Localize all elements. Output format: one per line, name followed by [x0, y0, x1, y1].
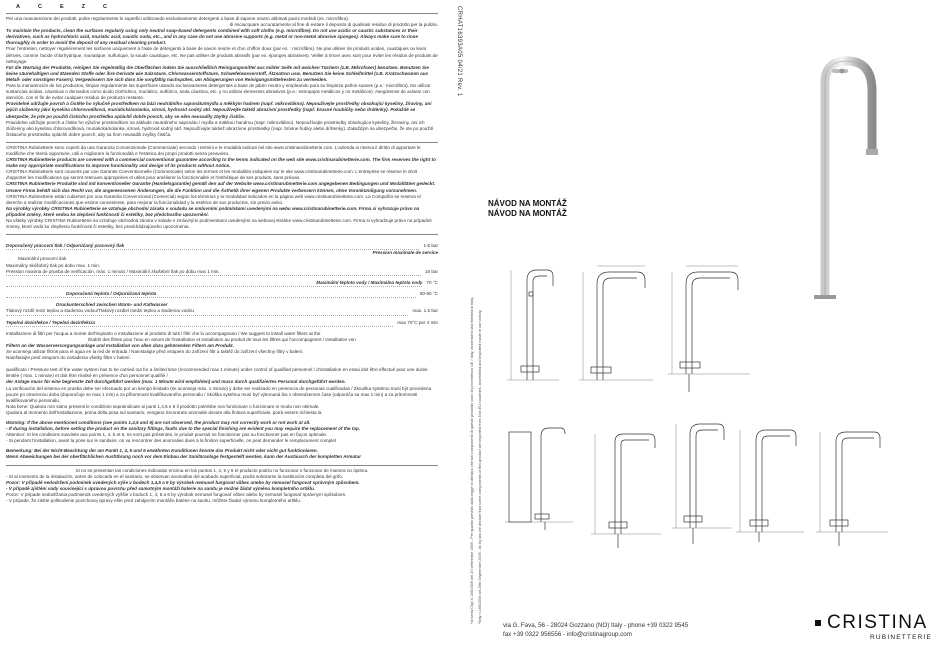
- max-test-value: 16 bar: [424, 268, 438, 274]
- logo-square-icon: [815, 620, 821, 626]
- technical-specs: [6, 243, 438, 327]
- de-line: Bemerkung: Bei der Nicht-Beachtung der am Punkt 1, 4, 5 und 6 erwähnten Konditionen könnte das Produkt nicht oder nicht gut funktionieren.: [6, 448, 318, 454]
- diff-label: Tlakový rozdíl mezi teplou a studenou vodou/Tlakový rozdiel medzi teplou a studenou vodou: [6, 308, 408, 315]
- care-de: Für die Wartung der Produkte, reinigen Sie regelmäßig die Oberflächen indem Sie ausschließlich Reinigungsmittel aus milder Seife mit weichen Tüchern (z.B. Mikrofaser) benutzen. Benutzen Sie keine säurehaltigen und ätzenden Stoffe oder ihre Derivate wie Salzsäure, Chlorwasserstoffsäure, Schwefelwasserstoff, Ätznatron usw. Benutzen Sie keine Schleifmittel (z.B. Kratzschwamm aus Metall- oder sonstigen Fasern). Vergewissern Sie sich dass Sie sorgfältig nachspülen, um Ablagerungen von Reinigungsmittelresten zu vermeiden.: [6, 64, 429, 82]
- tech-drawing-4: [505, 412, 575, 532]
- max-pressure-sk: Maximálny skúšobný tlak po dobu max. 1 min.: [6, 262, 100, 268]
- lang-header: C: [37, 4, 42, 10]
- care-it-2: di risciacquare accuratamente al fine di evitare il deposito di qualsiasi residuo di prodotto per la pulizia.: [229, 22, 438, 28]
- install-line: Filtern an der Wasserversorgungsanlage und Installation von allen dazu gehörenden Filtern am Produkt.: [6, 342, 234, 348]
- contact-line: fax +39 0322 956556 - info@cristinagroup.com: [503, 630, 632, 638]
- warranty-es: CRISTINA Rubinetterie están cubiertos por una Garantía Convencional (Comercial) según los términos y la modalidad indicados en la página web www.cristinarubinetterie.com. La Compañía se reserva el derecho a realizar modificaciones que estime conveniente, para mejorar la funcionalidad y la estética de sus productos, sin previo aviso.: [6, 193, 421, 205]
- brand-subtitle: RUBINETTERIE: [870, 634, 933, 641]
- working-pressure-label: Doporučený pracovní tlak / Odporúčaný pracovný tlak: [6, 243, 419, 250]
- warranty-text: [6, 145, 438, 230]
- disinfection-value: max 70°C per 4 min: [397, 319, 438, 325]
- de-notes: [6, 448, 438, 460]
- install-line: Nainštalujte pred vstupom do zariadenia všetky filtre v balení.: [6, 355, 131, 361]
- care-fr: Pour l'entretien, nettoyer régulièrement les surfaces uniquement à l'aide de détergents à base de savon neutre et d'un chiffon doux (par ex. : microfibre). Ne pas utiliser de produits acides, caustiques ou leurs dérivés, comme l'acide chlorhydrique, muriatique, sulfurique, la soude caustique, etc. Ne pas utiliser de produits abrasifs (par ex. éponges abrasives). Veiller à rincer avec soin pour éviter les résidus de produits de nettoyage.: [6, 46, 438, 64]
- address-line: via G. Fava, 56 - 28024 Gozzano (NO) Italy - phone +39 0322 9545: [503, 622, 689, 629]
- lang-header: E: [59, 4, 64, 10]
- lang-header: C: [103, 4, 107, 10]
- origin-note-1: *ai sensi Dlgs n.166/2009 del 25 settembre 2009 - Per quanto previsto dalla legge si dichiara che tali componenti di questo prodotto sono di provenienza UE / Italy, assembled and finished in Italy.: [470, 296, 474, 624]
- tech-drawing-3: [664, 262, 754, 397]
- note-line: der Anlage muss für eine begrenzte Zeit durchgeführt werden (max. 1 Minute wird empfohlen) und muss durch qualifiziertes Personal durchgeführt werden.: [6, 379, 346, 385]
- warranty-cs: Na výrobky výrobky CRISTINA Rubinetterie se vztahuje obchodní záruka v souladu se smluvními podmínkami uvedenými na webu www.cristinarubinetterie.com. Firma si vyhrazuje právo na případné změny, které vedou ke zlepšení funkčnosti či estetiky, bez předchozího upozornění.: [6, 205, 420, 217]
- company-address: [503, 622, 688, 639]
- max-temp-value: 70 °C: [426, 279, 438, 285]
- brand-logo: [815, 612, 932, 641]
- warranty-it: CRISTINA Rubinetterie sono coperti da una Garanzia Convenzionale (Commerciale) secondo i termini e le modalità indicati nel sito www.cristinarubinetterie.com. L'azienda si riserva il diritto di apportare le modifiche che riterrà opportune, utili a migliorare la funzionalità e l'estetica dei propri prodotti senza preavviso.: [6, 144, 421, 156]
- filter-installation: [6, 331, 438, 361]
- diff-label-de: Druckunterschied zwischen Warm- und Kaltwasser: [56, 302, 168, 308]
- care-cs: Pravidelné udržujte povrch a čistěte ho výlučně prostředkem na bázi neutrálního saponátu/mýdla a měkkým hadrem (např. mikrovlákno). Nepoužívejte prostředky obsahující kyseliny, žíraviny, ani jejich složeniny jako kyselina chlorovodíková, muriatická/solanka, sírová, hydroxid sodný atd. Nepoužívejte taktéž abrazivní prostředky (např. brusné houbičky nebo drátěnky). Pokaždé se ubezpečte, že jste po použití čisticího prostředku opláchli dobře povrch, aby se něm neusadily zbytky čističe.: [6, 101, 432, 119]
- language-headers: [16, 4, 438, 11]
- brand-name: CRISTINA: [827, 612, 928, 633]
- lang-header: A: [16, 4, 20, 10]
- logo-wordmark: [815, 612, 932, 634]
- tech-drawing-8: [812, 420, 892, 550]
- tech-drawing-7: [732, 420, 807, 545]
- care-instructions: [6, 16, 438, 138]
- es-line: - Si al momento de la instalación, antes de colocarla en el sanitario, se observan anomalías del acabado superficial, podrá solicitarse la sustitución completa del grifo.: [6, 473, 344, 479]
- rec-temp-value: 50-60 °C: [419, 291, 438, 297]
- faucet-illustration: [780, 55, 890, 305]
- sk-line: Pozor: V prípade nedodržania podmienok uvedených vyššie v bodoch 1, 4, 5 a 6 by výrobok nemusel fungovať vôbec alebo by nemusel fungovať správnym spôsobom.: [6, 491, 347, 497]
- warning-notes: [6, 420, 438, 444]
- pressure-test-notes: [6, 367, 438, 416]
- care-en: To maintain the products, clean the surfaces regularly using only neutral soap-based detergents combined with soft cloths (e.g. microfibre). Do not use acidic or caustic substances or their derivatives, such as hydrochloric acid, muriatic acid, caustic soda, etc., and in any case do not use abrasive supports (e.g. metal or non-metal abrasive sponges). Always make sure to rinse thoroughly in order to avoid the deposit of any residual cleaning product.: [6, 28, 418, 46]
- diff-value: max. 1,5 bar: [412, 308, 438, 314]
- de-line: Wenn Abweichungen bei der oberflächlichen Ausführung noch vor dem Einbau der Sanitäranlage festgestellt werden, kann der Austausch der kompletten Armatur: [6, 454, 362, 460]
- title-line-2: NÁVOD NA MONTÁŽ: [488, 208, 567, 218]
- install-line: Se aconseja utilizar filtros para el agua en la red de entrada / Nainstalujte před vstupem do zařízení filtr a taktéž do zařízení všechny filtry v balení.: [6, 349, 304, 355]
- tech-drawing-2: [577, 262, 657, 387]
- note-line: Qualora al momento dell'installazione, prima della posa sul sanitario, vengano riscontrate anomalie dovute alla finitura superficiale, potrà essere richiesta la: [6, 409, 322, 415]
- warranty-fr: CRISTINA Rubinetterie sont couverts par une Garantie Conventionnelle (Commerciale) selon les termes et les modalités indiquées sur le site www.cristinarubinetterie.com. L'entreprise se réserve le droit d'apporter les modifications qui seront retenues appropriées et utiles pour améliorer la fonctionnalité et l'esthétique de ses produits, sans préavis.: [6, 169, 417, 181]
- tech-drawing-5: [585, 422, 665, 552]
- working-pressure-value: 1-5 bar: [423, 243, 438, 249]
- care-it-1: Per una manutenzione dei prodotti, pulire regolarmente le superfici utilizzando esclusivamente detergenti a base di sapone neutro abbinati panni morbidi (es. microfibra).: [6, 16, 350, 21]
- origin-note-2: *Italy n.166/2009 art.25th September 2009 - As by law we declare that some components of this product are imported from Non EU countries, assembled and imported made in our factory.: [478, 309, 482, 624]
- max-temp-label: Maximální teplota vody / Maximálna teplota vody: [6, 280, 422, 287]
- max-pressure-label: Pression maximale de service: [372, 250, 438, 256]
- rec-temp-label: Doporučená teplota / Odporúčaná teplota: [6, 291, 416, 298]
- lang-header: Z: [81, 4, 86, 10]
- care-es: Para la manutención de los productos, limpiar regularmente las superficies usando exclusivamente detergentes a base de jabón neutro y empleando para su limpieza paños suaves (p.e.: microfibra). No utilizar sustancias ácidas, cáusticas o derivados como ácido clorhídrico, muriático, sulfúrico, soda cáustica, etc. y no utilizar elementos abrasivos (p.e.: estropajos metálicos y no metálicos). Asegúrense de aclarar con atención, con el fin de evitar cualquier residuo de producto restante.: [6, 83, 431, 101]
- tech-drawing-6: [670, 410, 735, 550]
- document-code: [452, 6, 464, 206]
- note-line: La verificación del sistema en prueba debe ser efectuado por un tiempo limitado (se aconseja máx. 1 minuto) y debe ser realizado en presencia de personas cualificadas / Zkouška systému musí být provedena pouze po omezenou dobu (doporučuje se max 1 min) a za přítomnosti kvalifikovaného personálu / Skúška systému musí byť vykonaná iba v obmedzenom čase (odporúča sa max 1 min) a za prítomnosti kvalifikovaného personálu.: [6, 385, 432, 403]
- instructions-text-column: [6, 4, 438, 662]
- warranty-sk: Na všetky výrobky CRISTINA Rubinetterie sa vzťahuje obchodná záruka v súlade s zmluvnými podmienkami uvedenými na webovej stránke www.cristinarubinetterie.com. Firma si vyhradzuje právo na prípadné zmeny, ktoré vedú ku zlepšeniu funkčnosti či estetiky, bez predchádzajúceho upozornenia.: [6, 218, 432, 230]
- sk-line: - V prípade, že zistíte poškodenie povrchovej úpravy ešte pred zahájením montáže batérie na sanitu, môžete žiadať výmenu kompletného artiklu.: [6, 498, 302, 504]
- max-pressure-cs: Maximální provozní tlak: [18, 256, 67, 262]
- document-code-text: CRHAT16393A05 04/21 Rev. 1: [456, 6, 462, 97]
- warning-line: Attention: Si les conditions susvisée aux points 1, 4, 5 et 6, ne sont pas présentes, le produit pourrait ne fonctionner pas ou fonctionner pas en façon optimale.: [6, 432, 328, 438]
- cs-line: Pozor: V případě nedodržení podmínek uvedených výše v bodech 1,4,5 a 6 by výrobek nemusel fungovat vůbec anebo by nemusel fungovat správným způsobem.: [6, 479, 360, 485]
- origin-notes: [470, 4, 490, 624]
- note-line: qualificato / Pressure test of the water system has to be carried out for a limited time (recommended max 1 minute) under control of qualified personnel / d'installation en essai doit être effectué pour une durée limitée ( max. 1 minute) et doit être réalisé en présence d'un personnel qualifié /: [6, 367, 428, 379]
- install-line: Établir des filtres pour l'eau en amont de l'installation et installation au produit de tous les filtres qui l'accompagnent / Installation von: [88, 336, 356, 342]
- max-test-label: Pression maxima de prueba de verificación, máx. 1 minuto / Maximální zkušební tlak po dobu max 1 min.: [6, 269, 421, 276]
- cs-line: - V případě zjištění vady související s úpravou povrchu před samotným montáží baterie na sanitu je možné žádat výměnu kompletního artiklu.: [6, 485, 316, 491]
- manual-title: [488, 199, 567, 218]
- install-line: Installazione di filtri per l'acqua a monte dell'impianto e installazione al prodotto di tutti i filtri che lo accompagnano / We suggest to install water filters at the: [6, 330, 321, 336]
- warning-line: Warning: If the above mentioned conditions (see points 1,4,5 and 6) are not observed, the product may not correctly work or not work at all.: [6, 420, 311, 425]
- warning-line: - If during installation, before setting the product on the sanitary fittings, faults due to the special finishing are evident you may require the replacement of the tap.: [6, 426, 361, 432]
- title-line-1: NÁVOD NA MONTÁŽ: [488, 199, 567, 208]
- tech-drawing-1: [503, 262, 563, 387]
- warranty-de: CRISTINA Rubinetterie Produkte sind mit konventioneller Garantie (Handelsgarantie) gemäß den auf der Website www.cristinarubinetterie.com angegebenen Bedingungen und Modalitäten gedeckt. Unsere Firma behält sich das Recht vor, die angemessenen Änderungen, die die Funktion und die Ästhetik ihrer eigenen Produkte verbessern können, ohne Vorankündigung vorzunehmen.: [6, 181, 436, 193]
- note-line: Nota bene: Qualora non siano presenti le condizioni sopraindicate ai punti 1,4,5 e 6 il prodotto potrebbe non funzionare o funzionare in modo non ottimale.: [6, 403, 320, 409]
- disinfection-label: Tepelná dezinfekce / Tepelná dezinfekcia: [6, 320, 393, 327]
- other-lang-notes: [6, 468, 438, 505]
- care-sk: Pravidelne udržujte povrch a čistite ho výlučne prostriedkom na základe neutrálneho saponátu / mydla a mäkkou handrou (napr. mikrovlákno). Nepoužívajte prostriedky obsahujúce kyseliny, žieraviny, ani ich zlúčeniny ako kyselina chlorovodíková, muriatická/solanka, sírová, hydroxid sodný atď. Nepoužívajte taktiež abrazívne prostriedky (napr. brúsne hubky alebo drôtenky). Zakaždým sa ubezpečte, že ste po použití čistiaceho prostriedku opláchli dobre povrch, aby sa ňom neusadili zvyšky čističa.: [6, 119, 434, 137]
- es-line: Si no se presentan las condiciones indicadas encima en los puntos 1, 4, 5 y 6 el producto podría no funcionar o funcionar de manera no óptima.: [75, 467, 369, 473]
- warning-line: - Si pendant l'installation, avant la pose sur le sanitaire, on va rencontrer des anomalies dues à la finition superficielle, on peut demander le remplacement complet: [6, 438, 337, 444]
- warranty-en: CRISTINA Rubinetterie products are covered with a commercial conventional guarantee according to the terms indicated on the web site www.cristinarubinetterie.com. The firm reserves the right to make any appropriate modifications to improve functionality and design of its products without notice.: [6, 157, 436, 169]
